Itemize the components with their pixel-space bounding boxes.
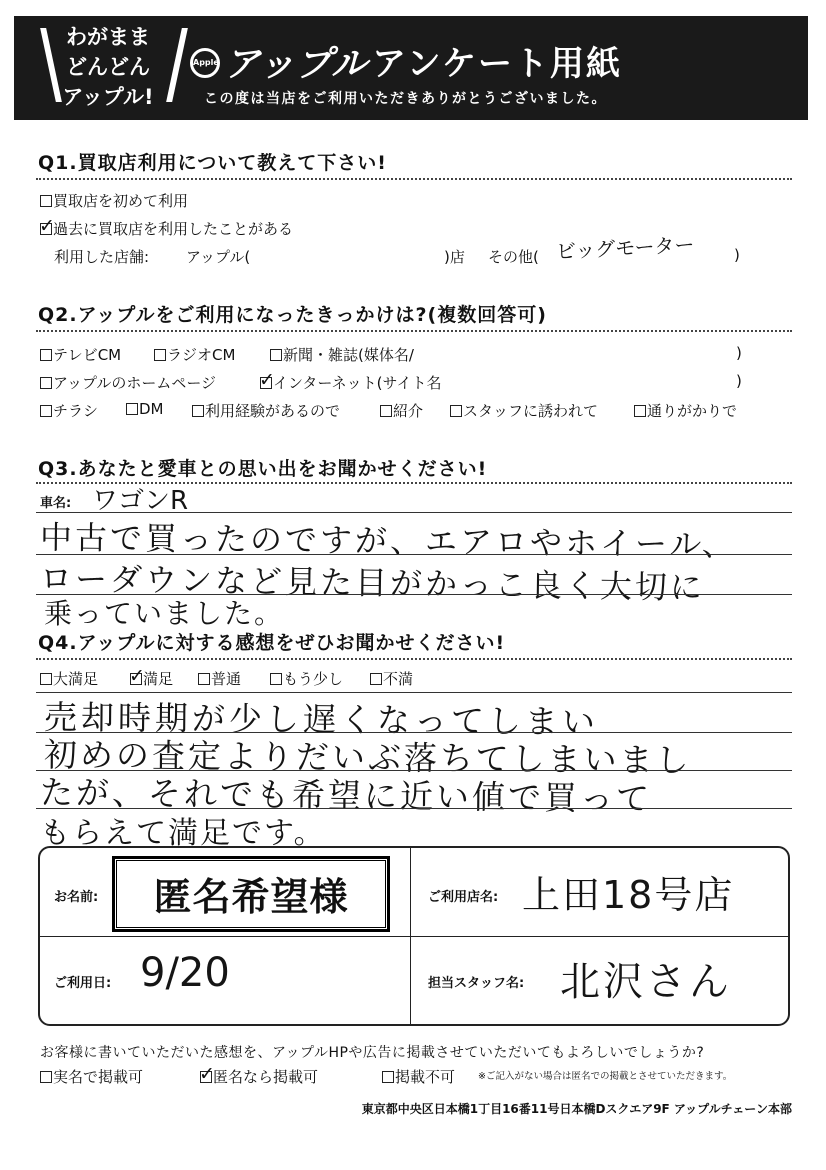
q3-text-line[interactable]: ローダウンなど見た目がかっこ良く大切に xyxy=(39,559,706,607)
publish-permission-question: お客様に書いていただいた感想を、アップルHPや広告に掲載させていただいてもよろしいでしょうか? xyxy=(40,1045,705,1061)
q2-option[interactable] xyxy=(40,372,216,393)
option-label: ラジオCM xyxy=(167,346,236,364)
checkbox[interactable] xyxy=(382,1071,394,1083)
page-subtitle: この度は当店をご利用いただきありがとうございました。 xyxy=(204,91,607,107)
q2-option[interactable] xyxy=(192,400,340,421)
option-label: インターネット(サイト名 xyxy=(273,374,442,392)
checkbox[interactable] xyxy=(198,673,210,685)
option-label: テレビCM xyxy=(53,346,122,364)
q1-option[interactable] xyxy=(40,190,188,211)
divider xyxy=(36,330,792,332)
car-name-value[interactable]: ワゴンR xyxy=(92,486,189,516)
q1-title: Q1.買取店利用について教えて下さい! xyxy=(38,152,387,174)
company-address: 東京都中央区日本橋1丁目16番11号日本橋Dスクエア9F アップルチェーン本部 xyxy=(361,1102,792,1116)
q1-other-close: ) xyxy=(734,246,740,264)
publish-note: ※ご記入がない場合は匿名での掲載とさせていただきます。 xyxy=(478,1071,733,1082)
store-name-value[interactable]: 上田18号店 xyxy=(522,873,735,917)
q1-store-prefix: アップル( xyxy=(186,248,251,266)
option-label: 過去に買取店を利用したことがある xyxy=(53,220,294,238)
apple-logo-icon: Apple xyxy=(190,48,220,78)
divider xyxy=(36,658,792,660)
q4-option[interactable] xyxy=(130,668,173,689)
q4-option[interactable] xyxy=(370,668,413,689)
q3-title: Q3.あなたと愛車との思い出をお聞かせください! xyxy=(38,458,488,480)
q2-option[interactable] xyxy=(154,344,235,365)
checkbox[interactable] xyxy=(40,195,52,207)
q4-title: Q4.アップルに対する感想をぜひお聞かせください! xyxy=(38,632,506,654)
option-label: チラシ xyxy=(53,402,99,420)
staff-name-label: 担当スタッフ名: xyxy=(428,976,525,991)
slogan-line: わがまま xyxy=(66,25,150,49)
q2-option[interactable] xyxy=(450,400,598,421)
q1-other-label: その他( xyxy=(488,248,539,266)
option-label: 利用経験があるので xyxy=(205,402,341,420)
q2-option[interactable] xyxy=(40,344,121,365)
q2-option[interactable] xyxy=(380,400,423,421)
q4-option[interactable] xyxy=(270,668,343,689)
store-name-label: ご利用店名: xyxy=(428,890,499,905)
q2-option[interactable] xyxy=(270,344,414,365)
slogan xyxy=(44,22,172,116)
option-label: 買取店を初めて利用 xyxy=(53,192,189,210)
name-value[interactable]: 匿名希望様 xyxy=(153,874,349,919)
checkbox-checked[interactable] xyxy=(200,1071,212,1083)
checkbox-checked[interactable] xyxy=(130,673,142,685)
q3-text-line[interactable]: 乗っていました。 xyxy=(44,597,285,630)
option-label: もう少し xyxy=(283,670,344,688)
q2-option[interactable] xyxy=(40,400,98,421)
checkbox[interactable] xyxy=(40,377,52,389)
name-label: お名前: xyxy=(54,890,99,905)
publish-option[interactable] xyxy=(40,1066,143,1087)
q2-row2-close: ) xyxy=(736,372,742,390)
q4-text-line[interactable]: 売却時期が少し遅くなってしまい xyxy=(43,697,600,742)
checkbox[interactable] xyxy=(450,405,462,417)
checkbox[interactable] xyxy=(270,349,282,361)
option-label: 不満 xyxy=(383,670,414,688)
q1-store-suffix: )店 xyxy=(444,248,465,266)
q2-option[interactable] xyxy=(260,372,441,393)
brand-logo: アップル xyxy=(224,44,369,85)
checkbox[interactable] xyxy=(40,673,52,685)
option-label: 満足 xyxy=(143,670,174,688)
option-label: 掲載不可 xyxy=(395,1068,456,1086)
checkbox[interactable] xyxy=(126,403,138,415)
checkbox[interactable] xyxy=(270,673,282,685)
publish-option[interactable] xyxy=(200,1066,318,1087)
q1-store-label: 利用した店舗: xyxy=(54,248,150,266)
q4-text-line[interactable]: もらえて満足です。 xyxy=(40,816,326,851)
checkbox[interactable] xyxy=(192,405,204,417)
checkbox-checked[interactable] xyxy=(40,223,52,235)
checkbox[interactable] xyxy=(40,349,52,361)
use-date-value[interactable]: 9/20 xyxy=(140,950,230,996)
page-title: アンケート用紙 xyxy=(372,44,622,84)
option-label: 大満足 xyxy=(53,670,99,688)
publish-option[interactable] xyxy=(382,1066,455,1087)
q2-option[interactable] xyxy=(126,400,164,418)
q2-title: Q2.アップルをご利用になったきっかけは?(複数回答可) xyxy=(38,304,547,326)
option-label: スタッフに誘われて xyxy=(463,402,599,420)
q4-option[interactable] xyxy=(40,668,98,689)
divider xyxy=(38,936,790,937)
checkbox[interactable] xyxy=(634,405,646,417)
use-date-label: ご利用日: xyxy=(54,976,112,991)
staff-name-value[interactable]: 北沢さん xyxy=(560,959,732,1005)
option-label: アップルのホームページ xyxy=(53,374,217,392)
slogan-line: アップル! xyxy=(62,85,154,109)
checkbox[interactable] xyxy=(380,405,392,417)
option-label: 新聞・雑誌(媒体名/ xyxy=(283,346,414,364)
q3-text-line[interactable]: 中古で買ったのですが、エアロやホイール、 xyxy=(39,518,737,564)
checkbox-checked[interactable] xyxy=(260,377,272,389)
checkbox[interactable] xyxy=(154,349,166,361)
option-label: 通りがかりで xyxy=(647,402,738,420)
option-label: 匿名なら掲載可 xyxy=(213,1068,319,1086)
divider xyxy=(36,178,792,180)
q1-other-value[interactable]: ビッグモーター xyxy=(555,232,696,264)
header-banner xyxy=(14,16,808,120)
car-name-label: 車名: xyxy=(40,496,72,511)
option-label: 紹介 xyxy=(393,402,424,420)
option-label: DM xyxy=(139,400,164,418)
q4-option[interactable] xyxy=(198,668,241,689)
q2-option[interactable] xyxy=(634,400,737,421)
q4-text-line[interactable]: たが、それでも希望に近い値で買って xyxy=(39,772,653,819)
option-label: 実名で掲載可 xyxy=(53,1068,144,1086)
checkbox[interactable] xyxy=(40,1071,52,1083)
q4-text-line[interactable]: 初めの査定よりだいぶ落ちてしまいまし xyxy=(43,735,692,780)
q2-row1-close: ) xyxy=(736,344,742,362)
slogan-line: どんどん xyxy=(66,55,150,79)
option-label: 普通 xyxy=(211,670,242,688)
checkbox[interactable] xyxy=(370,673,382,685)
q1-option[interactable] xyxy=(40,218,293,239)
checkbox[interactable] xyxy=(40,405,52,417)
